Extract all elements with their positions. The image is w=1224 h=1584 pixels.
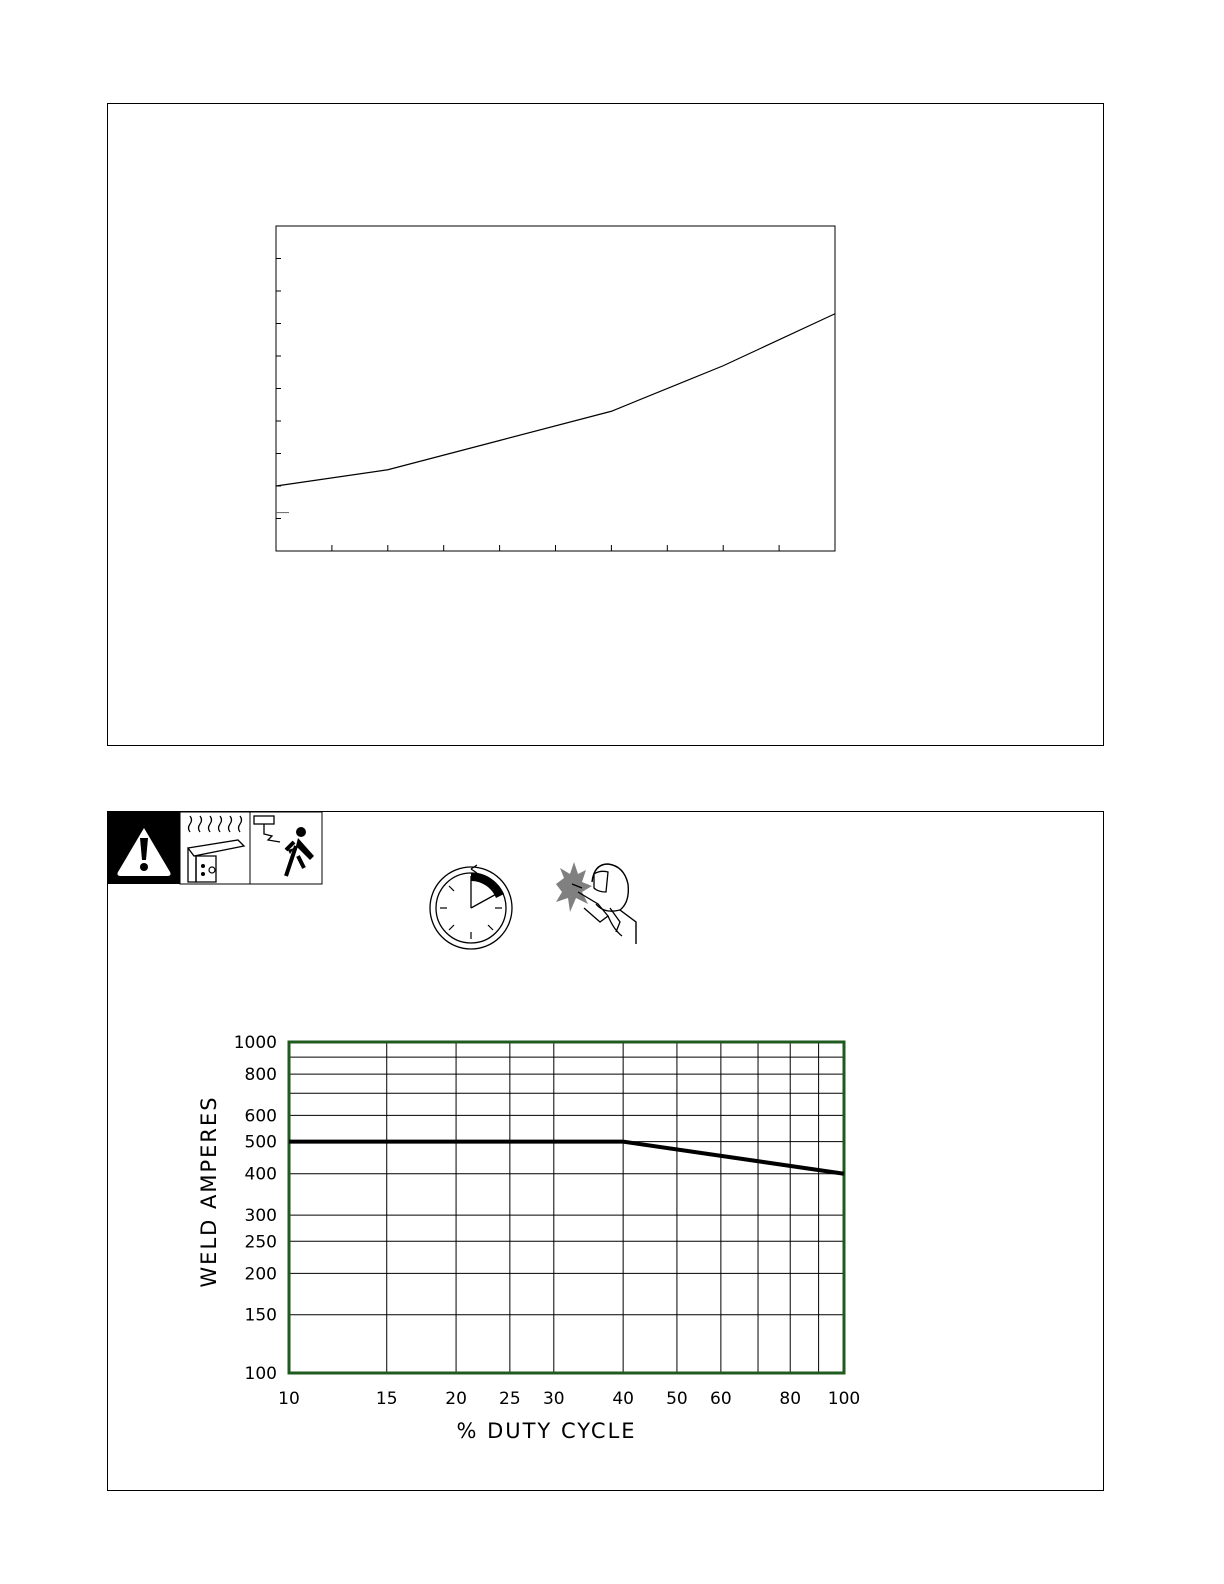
duty-cycle-panel (107, 811, 1104, 1491)
x-tick-label: 50 (666, 1389, 688, 1409)
duty-cycle-frame (289, 1042, 844, 1373)
upper-chart (108, 104, 1105, 747)
x-tick-label: 60 (710, 1389, 732, 1409)
y-tick-label: 800 (244, 1065, 277, 1086)
y-axis-label: WELD AMPERES (197, 1095, 221, 1288)
y-tick-label: 300 (244, 1206, 277, 1227)
duty-cycle-y-tick-labels (234, 1033, 277, 1384)
upper-chart-panel (107, 103, 1104, 746)
duty-cycle-x-tick-labels (278, 1389, 860, 1409)
y-tick-label: 1000 (233, 1033, 277, 1053)
duty-cycle-chart (108, 812, 1105, 1492)
y-tick-label: 600 (244, 1106, 277, 1127)
duty-cycle-grid (289, 1042, 844, 1373)
y-tick-label: 500 (244, 1132, 277, 1153)
y-tick-label: 200 (244, 1264, 277, 1285)
upper-chart-x-ticks (332, 545, 779, 551)
duty-cycle-rating-line (289, 1142, 844, 1174)
x-tick-label: 80 (779, 1389, 802, 1409)
x-tick-label: 10 (278, 1389, 300, 1409)
x-tick-label: 25 (499, 1389, 521, 1409)
y-tick-label: 150 (244, 1305, 277, 1326)
x-tick-label: 20 (445, 1389, 467, 1409)
x-axis-label: % DUTY CYCLE (456, 1419, 637, 1443)
y-tick-label: 250 (244, 1232, 277, 1253)
upper-chart-y-ticks (276, 259, 281, 519)
x-tick-label: 30 (542, 1389, 565, 1409)
y-tick-label: 400 (244, 1164, 277, 1185)
x-tick-label: 100 (827, 1389, 861, 1409)
y-tick-label: 100 (244, 1364, 277, 1384)
upper-chart-frame (276, 226, 835, 551)
x-tick-label: 15 (375, 1389, 398, 1409)
x-tick-label: 40 (612, 1389, 634, 1409)
upper-chart-series-line (276, 314, 835, 486)
